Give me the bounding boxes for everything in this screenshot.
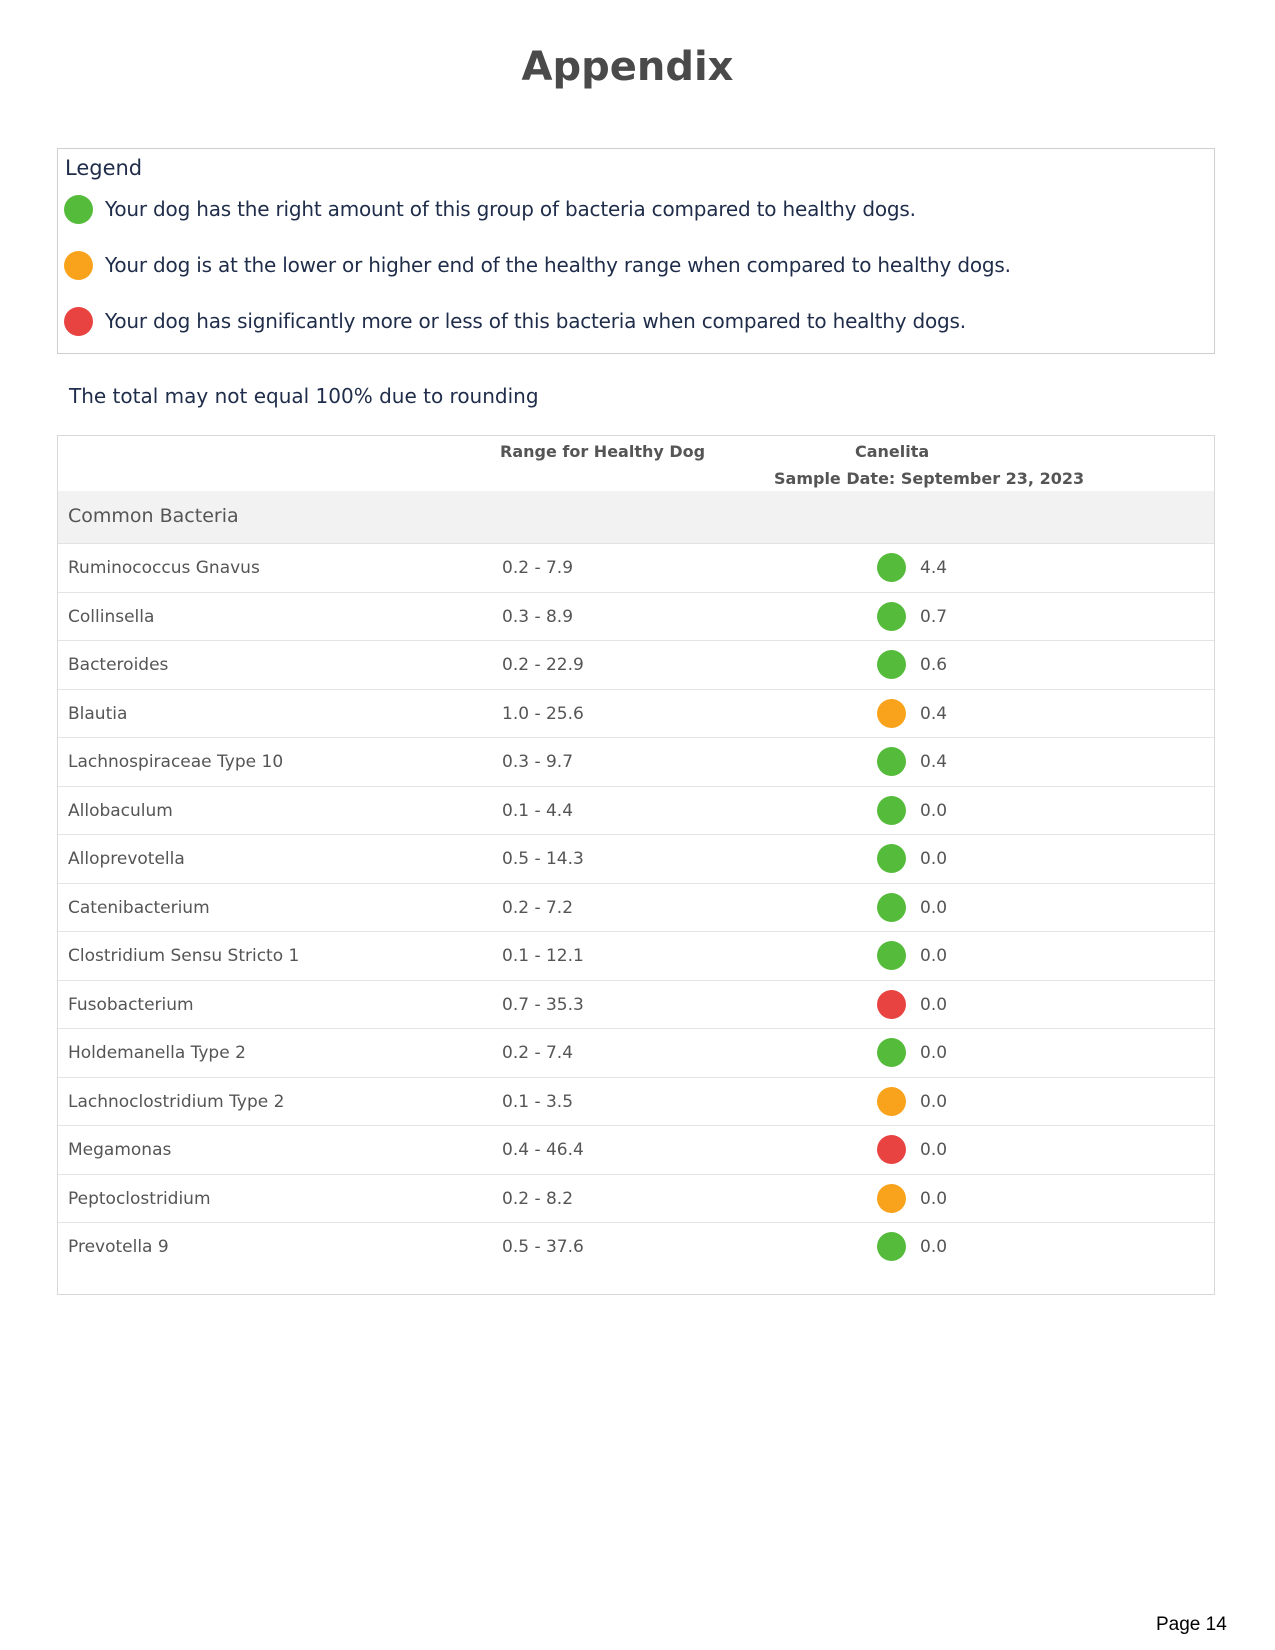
table-row [58,835,1214,884]
table-body [58,544,1214,1272]
table-row [58,738,1214,787]
sample-value: 0.0 [920,1237,948,1257]
table-row [58,690,1214,739]
bacteria-name: Clostridium Sensu Stricto 1 [68,946,300,966]
table-row [58,593,1214,642]
sample-value: 0.6 [920,655,948,675]
green-status-dot-icon [877,1232,906,1261]
legend-text: Your dog has significantly more or less of this bacteria when compared to healthy dogs. [105,309,966,333]
healthy-range: 0.4 - 46.4 [502,1140,584,1160]
healthy-range: 0.3 - 8.9 [502,606,574,627]
legend-item-green [64,194,916,224]
healthy-range: 0.1 - 4.4 [502,800,574,821]
table-row [58,544,1214,593]
bacteria-name: Collinsella [68,606,155,627]
page-number: Page 14 [1156,1614,1227,1635]
table-row [58,1029,1214,1078]
sample-value: 4.4 [920,558,948,578]
sample-value: 0.4 [920,752,948,772]
orange-status-dot-icon [64,251,93,280]
red-status-dot-icon [877,1135,906,1164]
header-dog-name: Canelita [855,442,930,461]
green-status-dot-icon [877,893,906,922]
bacteria-name: Peptoclostridium [68,1188,211,1209]
green-status-dot-icon [877,1038,906,1067]
bacteria-name: Holdemanella Type 2 [68,1043,246,1063]
sample-value: 0.0 [920,1043,948,1063]
healthy-range: 0.2 - 22.9 [502,655,584,675]
sample-value: 0.0 [920,849,948,869]
orange-status-dot-icon [877,1184,906,1213]
healthy-range: 1.0 - 25.6 [502,703,584,724]
healthy-range: 0.2 - 7.9 [502,558,574,578]
green-status-dot-icon [877,553,906,582]
legend-box [57,148,1215,354]
header-range: Range for Healthy Dog [500,442,706,461]
orange-status-dot-icon [877,1087,906,1116]
healthy-range: 0.3 - 9.7 [502,752,574,772]
bacteria-name: Ruminococcus Gnavus [68,558,260,578]
green-status-dot-icon [877,602,906,631]
healthy-range: 0.5 - 14.3 [502,849,584,869]
bacteria-name: Lachnospiraceae Type 10 [68,752,284,772]
orange-status-dot-icon [877,699,906,728]
table-row [58,1078,1214,1127]
table-row [58,641,1214,690]
sample-value: 0.0 [920,1188,948,1209]
bacteria-name: Fusobacterium [68,994,194,1015]
green-status-dot-icon [877,941,906,970]
bacteria-name: Catenibacterium [68,897,210,918]
legend-text: Your dog is at the lower or higher end of the healthy range when compared to healthy dogs. [105,253,1011,277]
healthy-range: 0.2 - 7.2 [502,897,574,918]
sample-value: 0.0 [920,1140,948,1160]
bacteria-name: Lachnoclostridium Type 2 [68,1091,285,1112]
table-row [58,981,1214,1030]
section-header [58,491,1214,544]
green-status-dot-icon [877,796,906,825]
sample-value: 0.0 [920,1091,948,1112]
green-status-dot-icon [877,650,906,679]
red-status-dot-icon [64,307,93,336]
legend-item-orange [64,250,1011,280]
bacteria-name: Prevotella 9 [68,1237,169,1257]
green-status-dot-icon [877,844,906,873]
sample-value: 0.0 [920,800,948,821]
sample-value: 0.0 [920,994,948,1015]
table-row [58,787,1214,836]
bacteria-name: Bacteroides [68,655,169,675]
healthy-range: 0.7 - 35.3 [502,994,584,1015]
header-sample-date: Sample Date: September 23, 2023 [774,469,1085,488]
legend-title: Legend [65,156,143,180]
healthy-range: 0.1 - 3.5 [502,1091,574,1112]
healthy-range: 0.1 - 12.1 [502,946,584,966]
sample-value: 0.7 [920,606,948,627]
legend-text: Your dog has the right amount of this group of bacteria compared to healthy dogs. [105,197,916,221]
healthy-range: 0.2 - 8.2 [502,1188,574,1209]
healthy-range: 0.5 - 37.6 [502,1237,584,1257]
bacteria-table [57,435,1215,1295]
bacteria-name: Megamonas [68,1140,172,1160]
sample-value: 0.4 [920,703,948,724]
bacteria-name: Blautia [68,703,128,724]
table-row [58,884,1214,933]
page-title: Appendix [521,44,734,90]
table-row [58,1126,1214,1175]
bacteria-name: Alloprevotella [68,849,185,869]
green-status-dot-icon [877,747,906,776]
section-title: Common Bacteria [68,505,239,527]
bacteria-name: Allobaculum [68,800,173,821]
healthy-range: 0.2 - 7.4 [502,1043,574,1063]
sample-value: 0.0 [920,946,948,966]
table-row [58,1223,1214,1272]
sample-value: 0.0 [920,897,948,918]
rounding-note: The total may not equal 100% due to rounding [69,384,539,408]
red-status-dot-icon [877,990,906,1019]
table-row [58,1175,1214,1224]
green-status-dot-icon [64,195,93,224]
legend-item-red [64,306,966,336]
table-row [58,932,1214,981]
